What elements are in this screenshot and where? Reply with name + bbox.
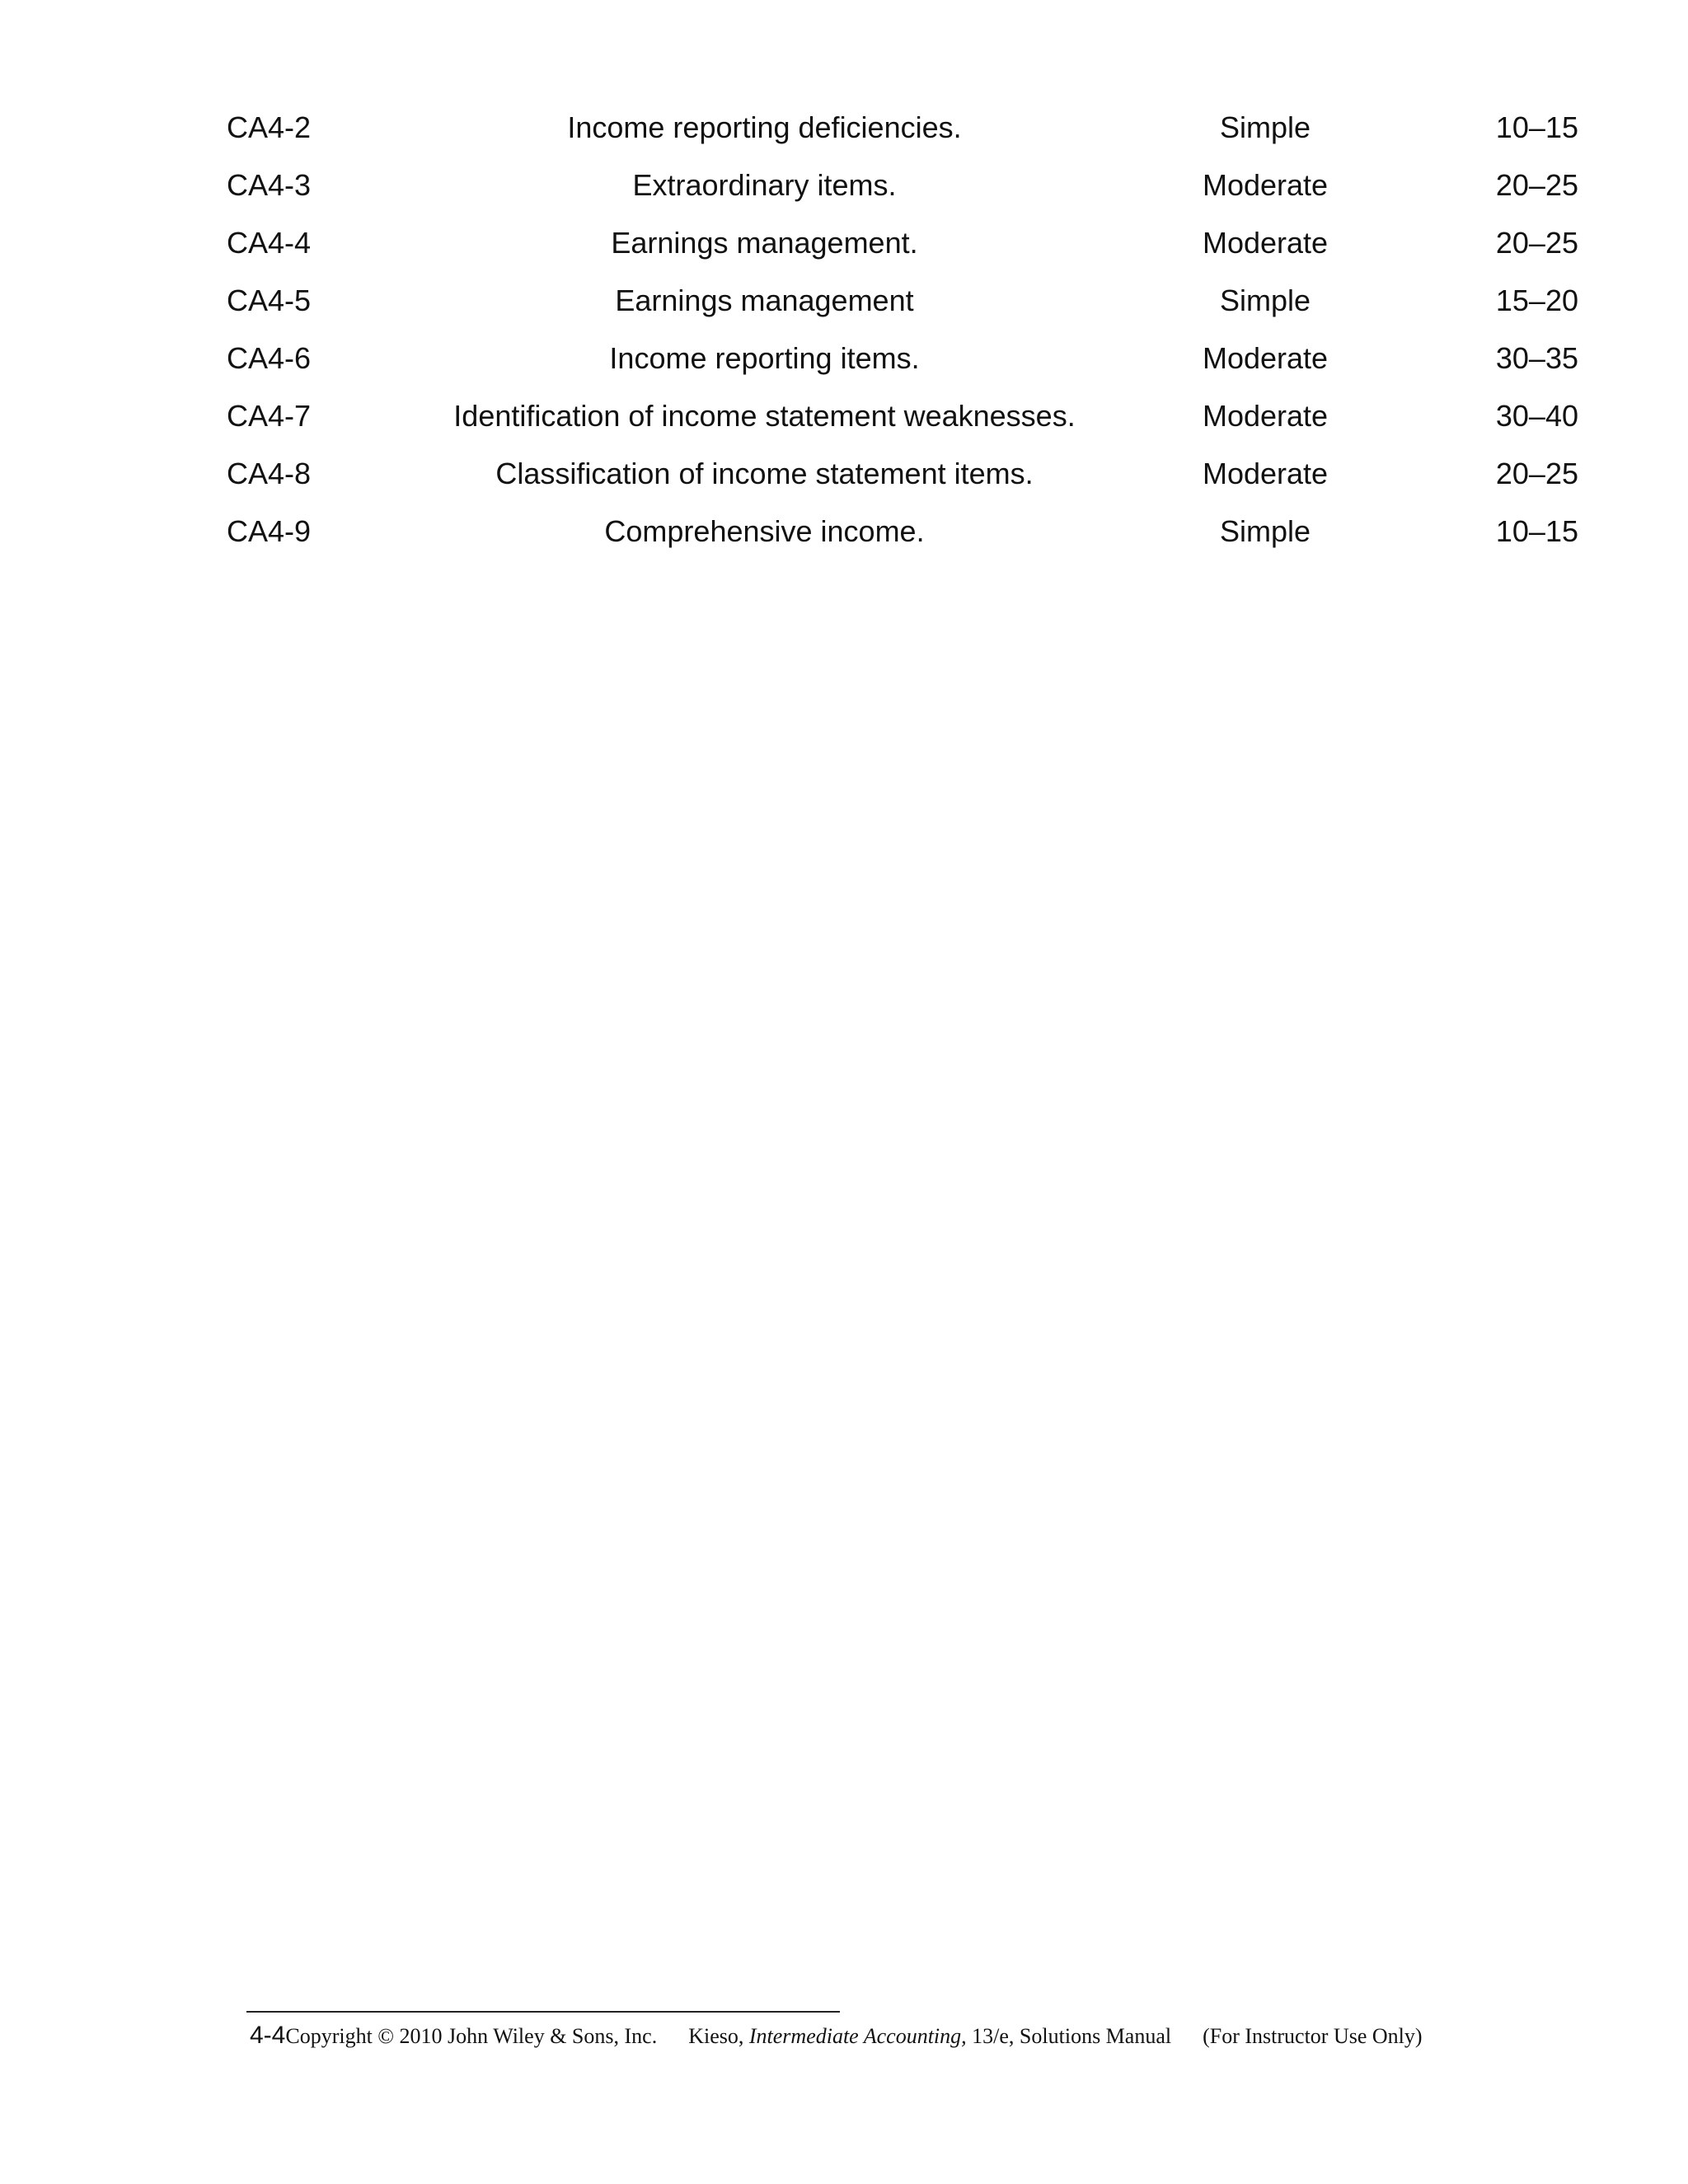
item-description: Income reporting items. [609, 341, 920, 375]
item-level: Moderate [1202, 457, 1329, 490]
table-row [0, 99, 1688, 157]
item-time: 20–25 [1495, 226, 1578, 260]
item-id: CA4-5 [227, 284, 312, 317]
footer-divider [246, 2011, 840, 2013]
item-description: Identification of income statement weaknesses. [453, 399, 1076, 433]
item-level: Simple [1219, 514, 1311, 548]
item-level: Moderate [1202, 341, 1329, 375]
item-id: CA4-3 [227, 168, 312, 202]
item-id: CA4-4 [227, 226, 312, 260]
item-description: Comprehensive income. [604, 514, 925, 548]
item-time: 20–25 [1495, 457, 1578, 490]
item-time: 30–40 [1495, 399, 1578, 433]
item-id: CA4-8 [227, 457, 312, 490]
item-level: Simple [1219, 284, 1311, 317]
item-time: 15–20 [1495, 284, 1578, 317]
item-id: CA4-6 [227, 341, 312, 375]
copyright-text: Copyright © 2010 John Wiley & Sons, Inc. [285, 2024, 658, 2048]
item-id: CA4-9 [227, 514, 312, 548]
item-level: Moderate [1202, 226, 1329, 260]
table-row [0, 272, 1688, 330]
item-description: Income reporting deficiencies. [567, 110, 962, 144]
table-row [0, 445, 1688, 503]
edition-suffix: 13/e, Solutions Manual [966, 2024, 1172, 2048]
book-title: Intermediate Accounting, [748, 2024, 967, 2048]
item-description: Earnings management [615, 284, 914, 317]
author-prefix: Kieso, [688, 2024, 749, 2048]
item-level: Moderate [1202, 399, 1329, 433]
item-time: 30–35 [1495, 341, 1578, 375]
page-number: 4-4 [250, 2022, 286, 2049]
item-description: Extraordinary items. [632, 168, 897, 202]
page-footer [250, 2019, 1423, 2052]
instructor-note: (For Instructor Use Only) [1203, 2024, 1423, 2048]
assignment-table [0, 99, 1688, 560]
table-row [0, 503, 1688, 560]
table-row [0, 330, 1688, 387]
item-time: 20–25 [1495, 168, 1578, 202]
table-row [0, 214, 1688, 272]
item-time: 10–15 [1495, 514, 1578, 548]
item-description: Earnings management. [611, 226, 918, 260]
item-level: Simple [1219, 110, 1311, 144]
item-level: Moderate [1202, 168, 1329, 202]
table-row [0, 387, 1688, 445]
item-id: CA4-2 [227, 110, 312, 144]
item-id: CA4-7 [227, 399, 312, 433]
item-description: Classification of income statement items. [495, 457, 1034, 490]
table-row [0, 157, 1688, 214]
item-time: 10–15 [1495, 110, 1578, 144]
